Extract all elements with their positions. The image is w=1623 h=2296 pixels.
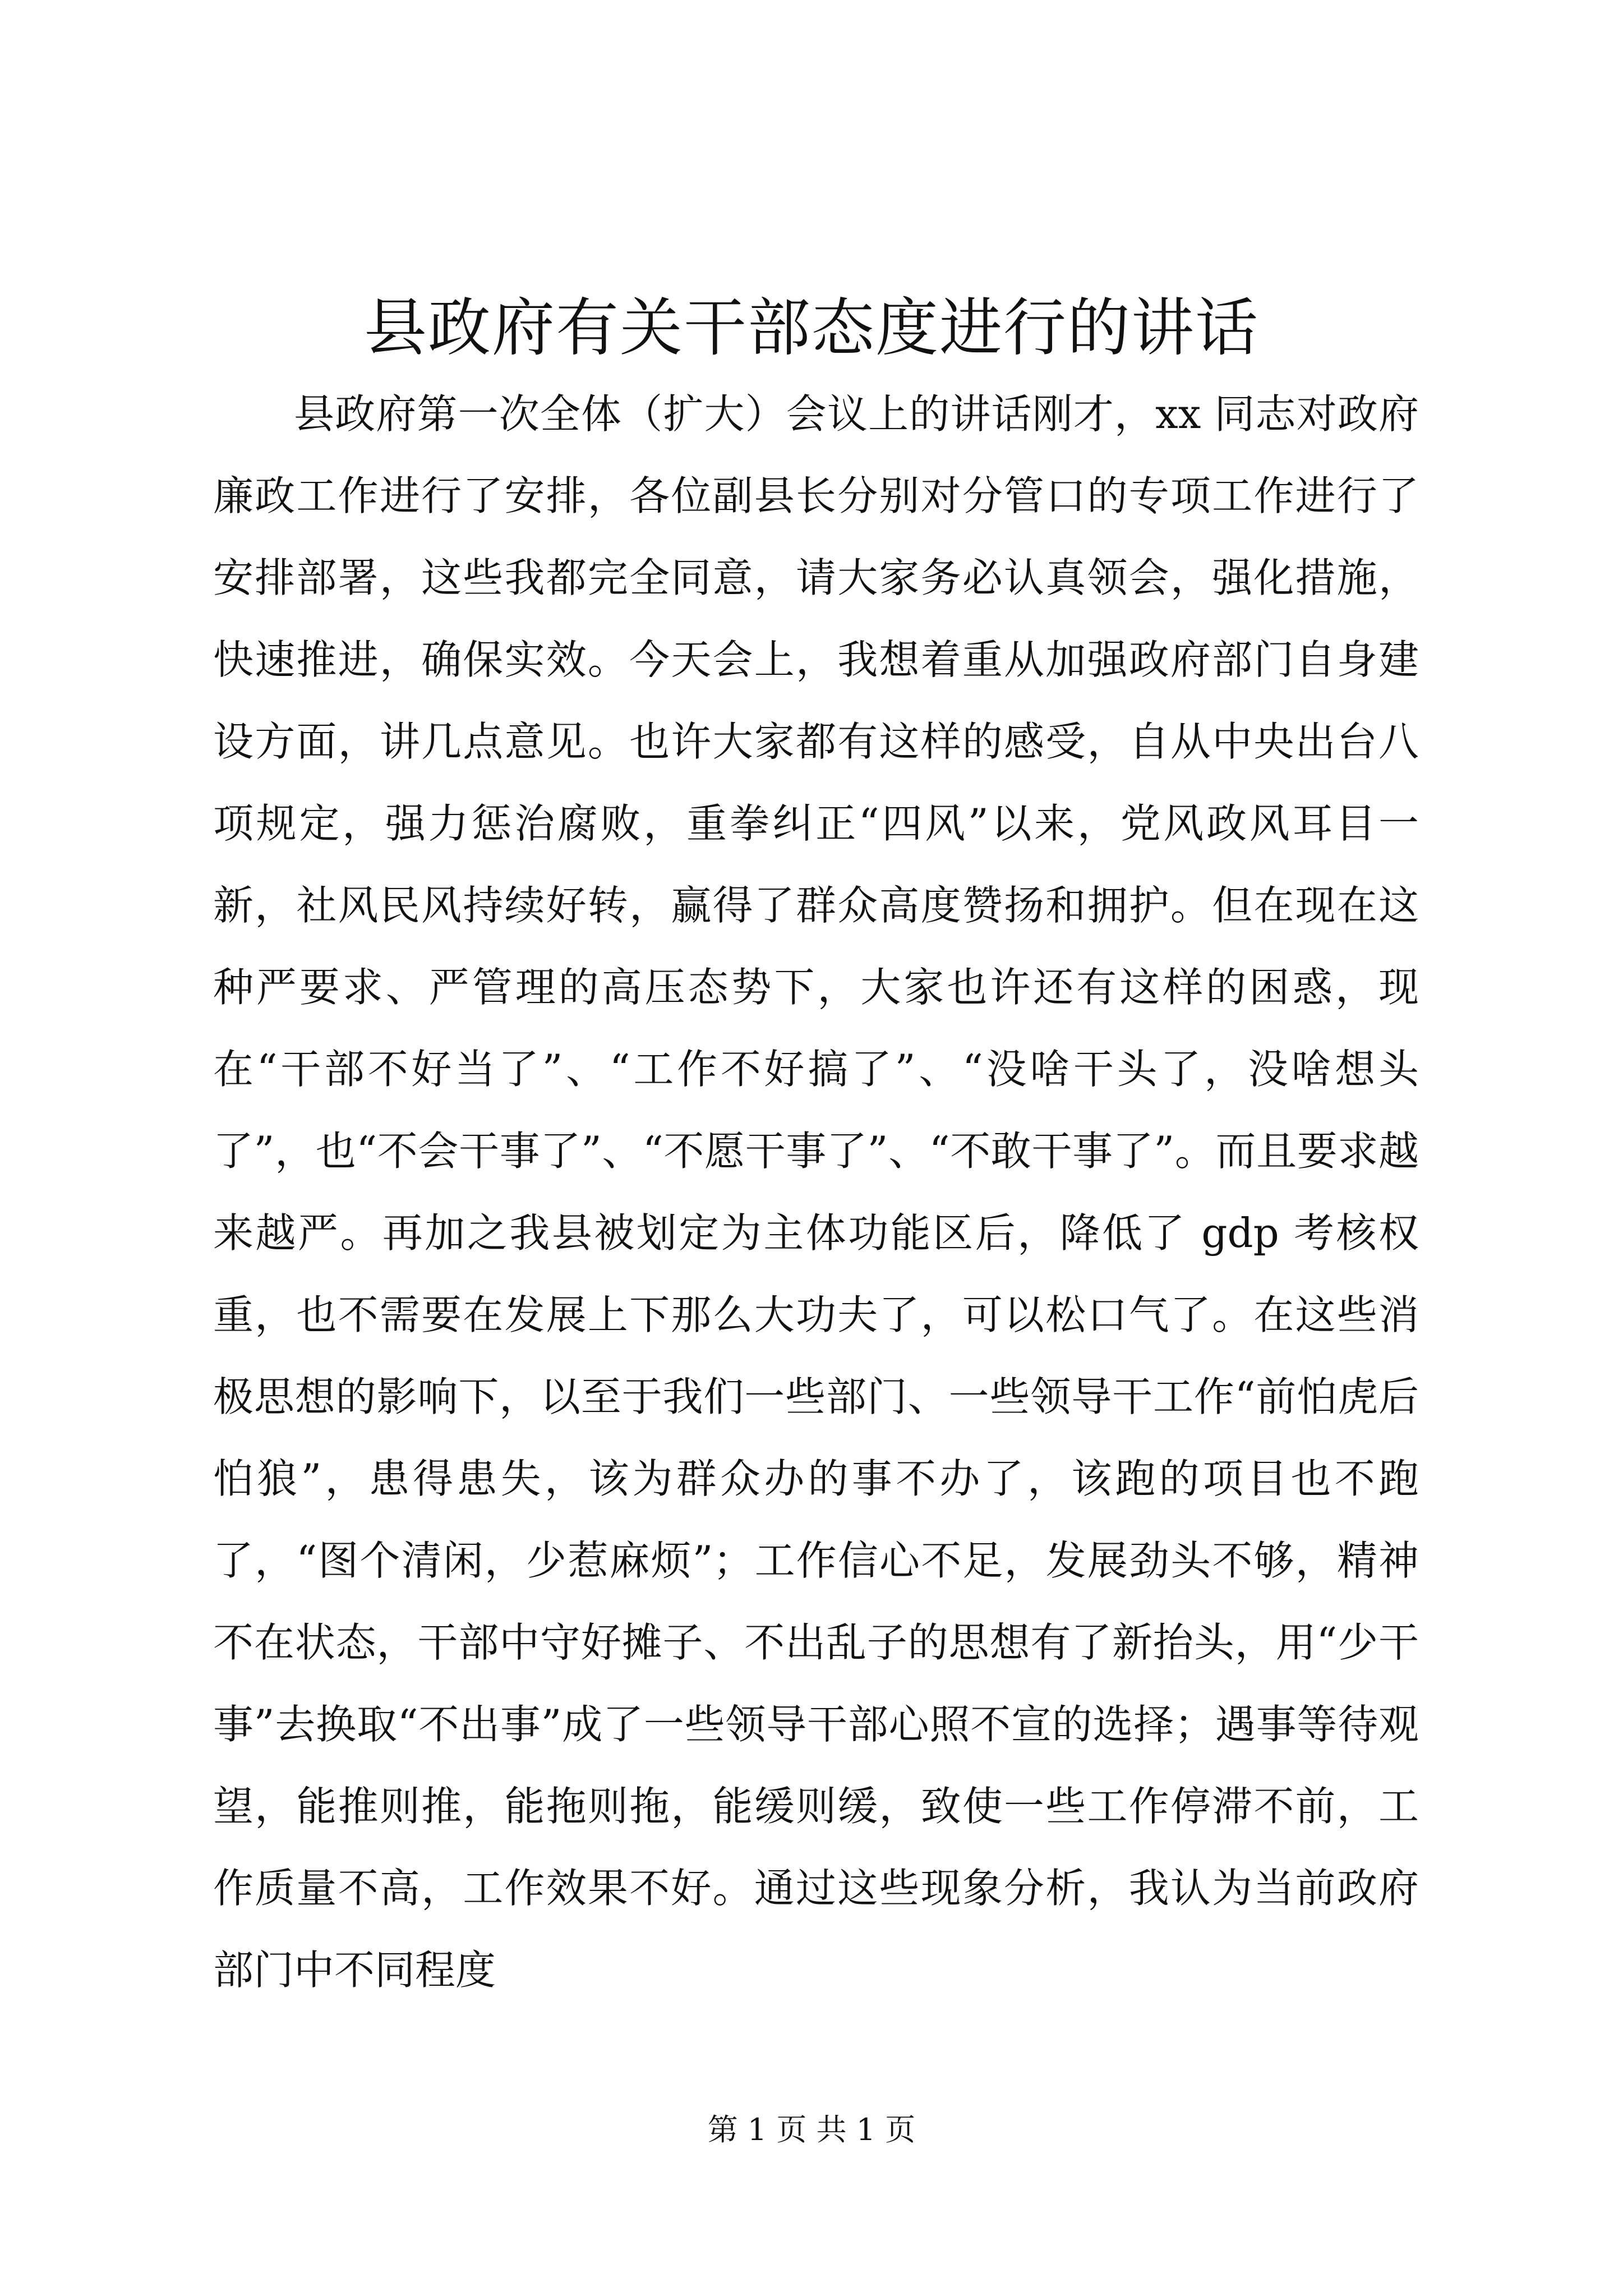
document-title: 县政府有关干部态度进行的讲话 bbox=[364, 292, 1259, 365]
body-paragraph: 县政府第一次全体（扩大）会议上的讲话刚才，xx 同志对政府廉政工作进行了安排，各位副县长分别对分管口的专项工作进行了安排部署，这些我都完全同意，请大家务必认真领会，强化措施，快速推进，确保实效。今天会上，我想着重从加强政府部门自身建设方面，讲几点意见。也许大家都有这样的感受，自从中央出台八项规定，强力惩治腐败，重拳纠正“四风”以来，党风政风耳目一新，社风民风持续好转，赢得了群众高度赞扬和拥护。但在现在这种严要求、严管理的高压态势下，大家也许还有这样的困惑，现在“干部不好当了”、“工作不好搞了”、“没啥干头了，没啥想头了”，也“不会干事了”、“不愿干事了”、“不敢干事了”。而且要求越来越严。再加之我县被划定为主体功能区后，降低了 gdp 考核权重，也不需要在发展上下那么大功夫了，可以松口气了。在这些消极思想的影响下，以至于我们一些部门、一些领导干工作“前怕虎后怕狼”，患得患失，该为群众办的事不办了，该跑的项目也不跑了，“图个清闲，少惹麻烦”；工作信心不足，发展劲头不够，精神不在状态，干部中守好摊子、不出乱子的思想有了新抬头，用“少干事”去换取“不出事”成了一些领导干部心照不宣的选择；遇事等待观望，能推则推，能拖则拖，能缓则缓，致使一些工作停滞不前，工作质量不高，工作效果不好。通过这些现象分析，我认为当前政府部门中不同程度 bbox=[213, 390, 1419, 1994]
page-footer: 第 1 页 共 1 页 bbox=[707, 2112, 916, 2147]
